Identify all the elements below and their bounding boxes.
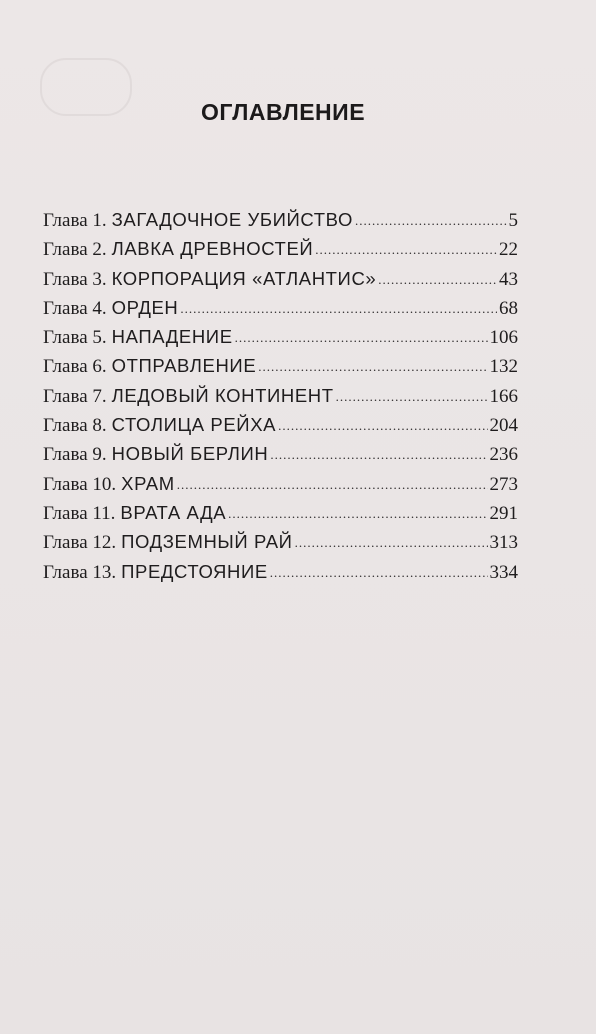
toc-entry — [43, 557, 518, 586]
toc-page-number: 204 — [489, 415, 518, 437]
toc-chapter-title: КОРПОРАЦИЯ «АТЛАНТИС» — [111, 267, 377, 289]
toc-page-number: 68 — [499, 297, 518, 319]
toc-chapter-number: Глава 13. — [43, 561, 117, 583]
toc-chapter-number: Глава 2. — [43, 239, 107, 261]
toc-chapter-number: Глава 3. — [43, 268, 107, 290]
toc-chapter-title: ОТПРАВЛЕНИЕ — [111, 355, 257, 377]
toc-dot-leader — [258, 352, 487, 381]
toc-chapter-title: ПОДЗЕМНЫЙ РАЙ — [121, 531, 293, 553]
toc-chapter-number: Глава 6. — [43, 356, 107, 378]
toc-entry — [43, 410, 518, 439]
toc-chapter-number: Глава 4. — [43, 297, 107, 319]
toc-dot-leader — [180, 294, 497, 323]
toc-chapter-number: Глава 9. — [43, 444, 107, 466]
toc-chapter-title: ВРАТА АДА — [120, 501, 227, 523]
toc-entry — [43, 469, 518, 498]
toc-entry — [43, 381, 518, 410]
toc-dot-leader — [355, 206, 507, 235]
page-title: ОГЛАВЛЕНИЕ — [200, 99, 366, 126]
toc-page-number: 236 — [489, 444, 518, 466]
toc-chapter-number: Глава 11. — [43, 502, 116, 524]
toc-entry — [43, 351, 518, 380]
toc-dot-leader — [177, 470, 488, 499]
toc-chapter-title: ЛЕДОВЫЙ КОНТИНЕНТ — [111, 384, 334, 406]
toc-chapter-title: СТОЛИЦА РЕЙХА — [111, 414, 277, 436]
toc-dot-leader — [228, 499, 487, 528]
toc-entry — [43, 322, 518, 351]
toc-chapter-number: Глава 10. — [43, 473, 117, 495]
toc-entry — [43, 527, 518, 556]
toc-entry — [43, 234, 518, 263]
toc-chapter-number: Глава 1. — [43, 210, 107, 231]
toc-page-number: 313 — [489, 532, 518, 554]
toc-page-number: 273 — [489, 473, 518, 495]
toc-dot-leader — [315, 235, 497, 264]
toc-dot-leader — [270, 558, 488, 587]
toc-chapter-title: НАПАДЕНИЕ — [111, 326, 233, 348]
toc-entry — [43, 293, 518, 322]
toc-entry — [43, 264, 518, 293]
table-of-contents — [43, 205, 518, 586]
toc-chapter-number: Глава 12. — [43, 532, 117, 554]
toc-page-number: 106 — [489, 327, 518, 349]
toc-chapter-number: Глава 7. — [43, 385, 107, 407]
toc-dot-leader — [336, 382, 488, 411]
toc-page-number: 132 — [489, 356, 518, 378]
toc-chapter-title: ХРАМ — [121, 472, 175, 494]
toc-entry — [43, 439, 518, 468]
toc-dot-leader — [295, 528, 488, 557]
toc-chapter-title: ПРЕДСТОЯНИЕ — [121, 560, 268, 582]
toc-page-number: 5 — [508, 210, 518, 231]
toc-chapter-title: НОВЫЙ БЕРЛИН — [111, 443, 269, 465]
toc-chapter-number: Глава 8. — [43, 415, 107, 437]
toc-dot-leader — [278, 411, 487, 440]
toc-chapter-title: ЗАГАДОЧНОЕ УБИЙСТВО — [111, 209, 353, 230]
toc-chapter-title: ОРДЕН — [111, 296, 179, 318]
toc-dot-leader — [378, 265, 497, 294]
toc-dot-leader — [235, 323, 488, 352]
toc-page-number: 43 — [499, 268, 518, 290]
toc-page-number: 291 — [489, 502, 518, 524]
toc-entry — [43, 205, 518, 234]
toc-page-number: 22 — [499, 239, 518, 261]
toc-page-number: 334 — [489, 561, 518, 583]
toc-dot-leader — [270, 440, 487, 469]
toc-chapter-title: ЛАВКА ДРЕВНОСТЕЙ — [111, 238, 314, 260]
toc-page-number: 166 — [489, 385, 518, 407]
toc-entry — [43, 498, 518, 527]
toc-chapter-number: Глава 5. — [43, 327, 107, 349]
